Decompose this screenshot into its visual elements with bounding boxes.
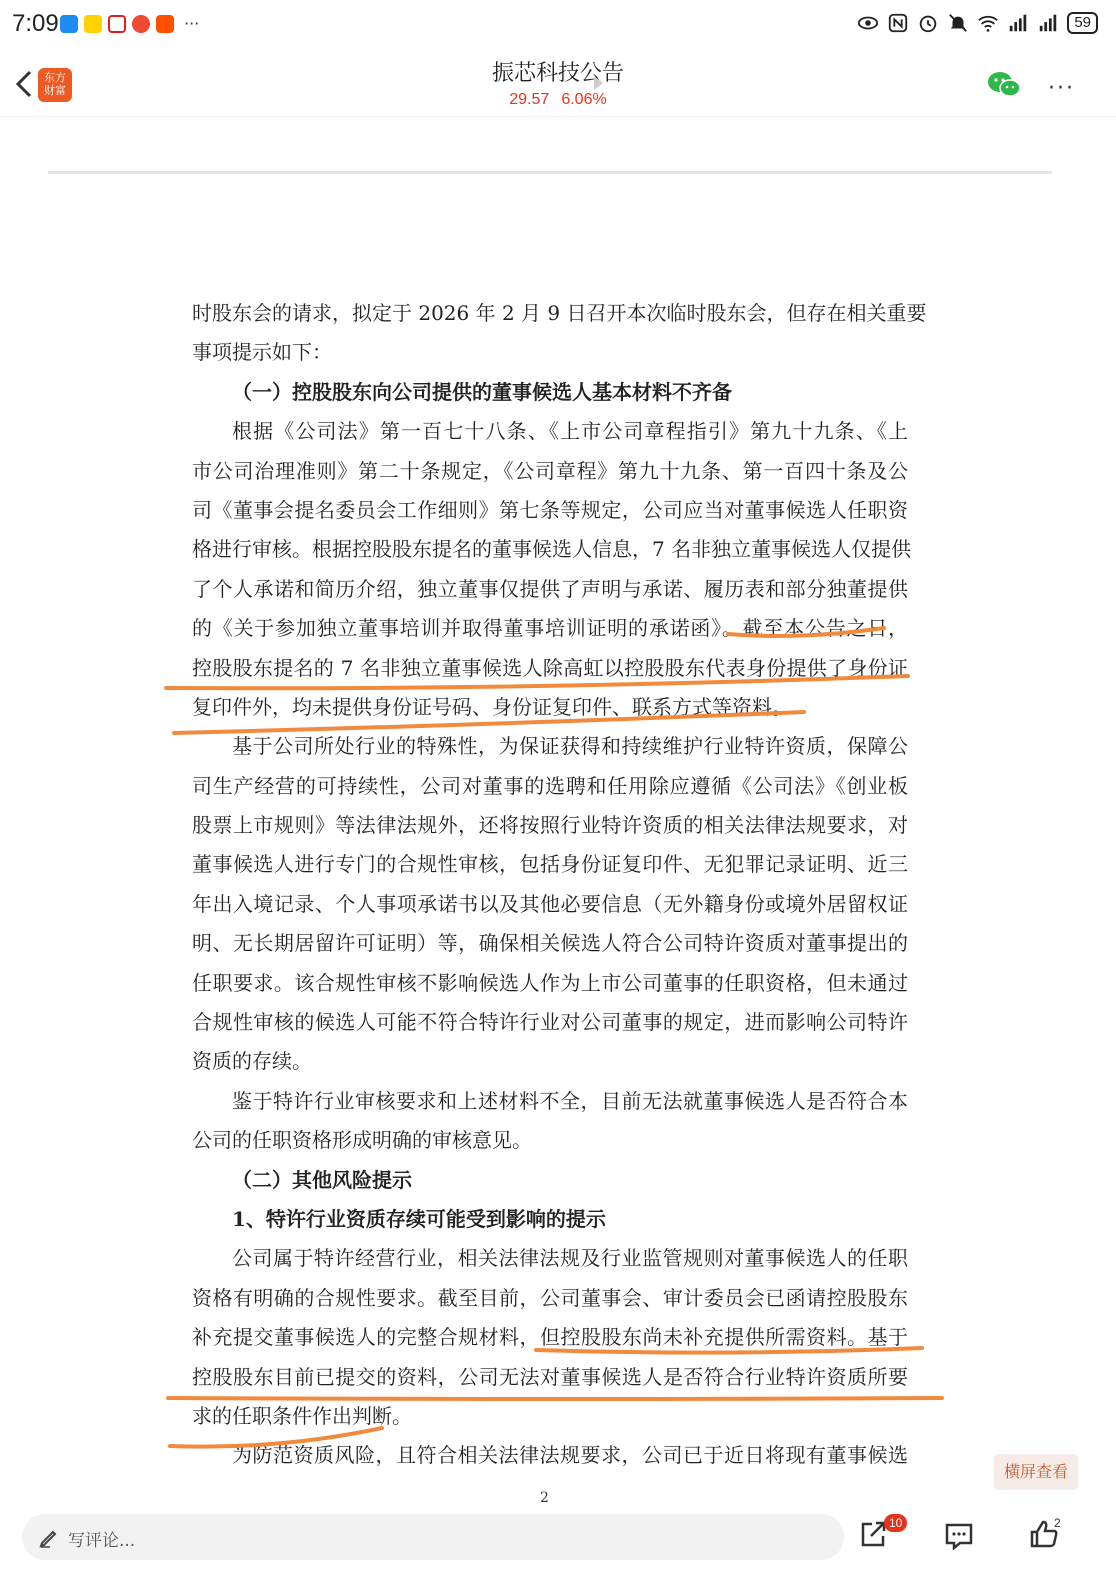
app-header xyxy=(0,52,1116,117)
document-line: 求的任职条件作出判断。 xyxy=(192,1403,412,1428)
document-line: 司生产经营的可持续性，公司对董事的选聘和任用除应遵循《公司法》《创业板 xyxy=(192,773,908,798)
taobao-notif-icon xyxy=(156,15,174,33)
signal-icon xyxy=(1007,12,1029,34)
comment-placeholder: 写评论... xyxy=(68,1531,136,1551)
document-line: 明、无长期居留许可证明）等，确保相关候选人符合公司特许资质对董事提出的 xyxy=(192,931,908,956)
stock-change: 6.06% xyxy=(561,91,607,108)
document-line: 时股东会的请求，拟定于 2026 年 2 月 9 日召开本次临时股东会，但存在相关重要 xyxy=(192,301,927,325)
page-title: 振芯科技公告 xyxy=(491,61,624,86)
document-line: 公司的任职资格形成明确的审核意见。 xyxy=(192,1128,532,1153)
document-line: 合规性审核的候选人可能不符合特许行业对公司董事的规定，进而影响公司特许 xyxy=(192,1010,908,1035)
document-line: 年出入境记录、个人事项承诺书以及其他必要信息（无外籍身份或境外居留权证 xyxy=(192,891,908,916)
status-time: 7:09 xyxy=(12,10,59,37)
title-area xyxy=(0,56,1116,109)
app-red-notif-icon xyxy=(108,15,126,33)
more-options-icon[interactable]: ··· xyxy=(1048,76,1075,101)
document-line: 任职要求。该合规性审核不影响候选人作为上市公司董事的任职资格，但未通过 xyxy=(192,970,908,995)
document-line: 公司属于特许经营行业，相关法律法规及行业监管规则对董事候选人的任职 xyxy=(232,1246,908,1271)
document-line: 根据《公司法》第一百七十八条、《上市公司章程指引》第九十九条、《上 xyxy=(232,419,908,444)
document-line: 司《董事会提名委员会工作细则》第七条等规定，公司应当对董事候选人任职资 xyxy=(192,497,908,522)
weibo-notif-icon xyxy=(132,15,150,33)
comment-input[interactable] xyxy=(22,1514,844,1560)
wifi-icon xyxy=(977,12,999,34)
document-line: 资格有明确的合规性要求。截至目前，公司董事会、审计委员会已函请控股股东 xyxy=(192,1285,908,1310)
share-count-badge: 10 xyxy=(884,1514,907,1532)
document-line: 控股股东目前已提交的资料，公司无法对董事候选人是否符合行业特许资质所要 xyxy=(192,1364,908,1389)
document-divider xyxy=(48,171,1052,174)
notification-icons xyxy=(60,14,199,33)
eye-icon xyxy=(857,12,879,34)
document-line: 控股股东提名的 7 名非独立董事候选人除高虹以控股股东代表身份提供了身份证 xyxy=(192,655,908,680)
like-count: 2 xyxy=(1054,1516,1061,1530)
section-heading: 1、特许行业资质存续可能受到影响的提示 xyxy=(232,1206,606,1231)
document-line: 鉴于特许行业审核要求和上述材料不全，目前无法就董事候选人是否符合本 xyxy=(232,1088,908,1113)
document-line: 补充提交董事候选人的完整合规材料，但控股股东尚未补充提供所需资料。基于 xyxy=(192,1325,908,1350)
document-line: 事项提示如下： xyxy=(192,340,332,365)
wechat-icon[interactable] xyxy=(986,70,1022,100)
document-line: 资质的存续。 xyxy=(192,1049,312,1074)
more-notifications-icon: ··· xyxy=(184,14,200,33)
stock-quote xyxy=(0,91,1116,109)
document-line: 的《关于参加独立董事培训并取得董事培训证明的承诺函》。截至本公告之日， xyxy=(192,616,908,641)
section-heading: （一）控股股东向公司提供的董事候选人基本材料不齐备 xyxy=(232,379,732,404)
signal-2-icon xyxy=(1037,12,1059,34)
bottom-action-bar xyxy=(0,1506,1116,1592)
page-number: 2 xyxy=(540,1490,549,1506)
document-line: 格进行审核。根据控股股东提名的董事候选人信息，7 名非独立董事候选人仅提供 xyxy=(192,537,912,562)
pencil-icon xyxy=(38,1526,60,1548)
document-line: 股票上市规则》等法律法规外，还将按照行业特许资质的相关法律法规要求，对 xyxy=(192,813,908,838)
document-line: 董事候选人进行专门的合规性审核，包括身份证复印件、无犯罪记录证明、近三 xyxy=(192,852,908,877)
document-line: 了个人承诺和简历介绍，独立董事仅提供了声明与承诺、履历表和部分独董提供 xyxy=(192,576,908,601)
document-line: 复印件外，均未提供身份证号码、身份证复印件、联系方式等资料。 xyxy=(192,694,792,719)
message-icon[interactable] xyxy=(944,1522,974,1550)
logo-text-line2: 财富 xyxy=(44,84,66,97)
alarm-icon xyxy=(917,12,939,34)
status-bar xyxy=(0,0,1116,52)
document-line: 市公司治理准则》第二十条规定，《公司章程》第九十九条、第一百四十条及公 xyxy=(192,458,908,483)
landscape-view-button[interactable]: 横屏查看 xyxy=(994,1454,1078,1490)
messages-notif-icon xyxy=(60,15,78,33)
logo-text-line1: 东方 xyxy=(44,71,66,84)
document-line: 为防范资质风险，且符合相关法律法规要求，公司已于近日将现有董事候选 xyxy=(232,1443,908,1468)
document-line: 基于公司所处行业的特殊性，为保证获得和持续维护行业特许资质，保障公 xyxy=(232,734,908,759)
title-expand-icon[interactable] xyxy=(594,76,603,90)
meituan-notif-icon xyxy=(84,15,102,33)
section-heading: （二）其他风险提示 xyxy=(232,1167,412,1192)
system-status-icons xyxy=(857,12,1098,34)
nfc-icon xyxy=(887,12,909,34)
battery-icon: 59 xyxy=(1067,12,1098,34)
stock-price: 29.57 xyxy=(509,91,550,108)
mute-icon xyxy=(947,12,969,34)
announcement-document xyxy=(192,294,927,1476)
